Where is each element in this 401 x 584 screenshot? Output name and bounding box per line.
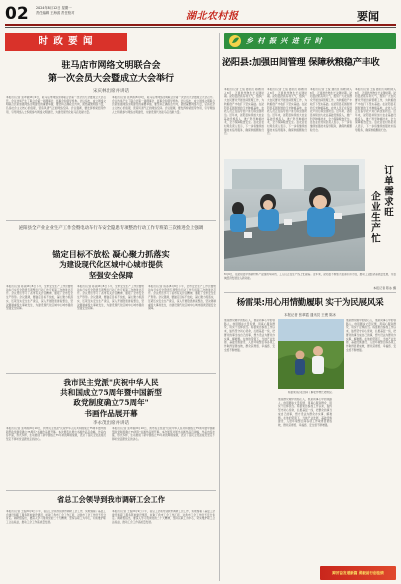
story5-body-col2: 本报讯(记者 王俊 通讯员 陈晓)进入8月，正值秋作物生长关键时期。泌阳县抢抓有利天气，组织广大农民群众开展田间管理工作，为秋粮稳产丰收打下坚实基础。在泌阳县花园街道的玉米种植基地，农技人员正在指导农户进行病虫害防治。近年来，泌阳县持续加大农业基础设施投入，推广科学种植技术，全力保障粮食安全。县农业农村局负责人表示，下一步将继续加强技术指导服务，确保秋粮颗粒归仓。 bbox=[267, 88, 307, 136]
photo-caption: 8月6日，在泌阳县中伟新材料产业园的车间内，工人们正在生产线上忙碌着。近年来，泌阳县不断加大招商引资力度，推动工业经济高质量发展，为县域经济发展注入新动能。 bbox=[224, 273, 396, 280]
dateline bbox=[36, 6, 74, 16]
photo-credit: 本报记者 陈冰 摄 bbox=[373, 286, 396, 290]
factory-photo bbox=[224, 159, 365, 271]
vertical-banner-line1: 订单需求旺 bbox=[382, 165, 393, 218]
divider bbox=[6, 220, 216, 221]
right-banner bbox=[224, 33, 396, 49]
story2-title-line3: 坚强安全保障 bbox=[88, 270, 134, 280]
story6-photo-image bbox=[278, 319, 344, 389]
divider bbox=[6, 490, 216, 491]
story2-body-col1: 本报讯(记者 陈冰)8月8日下午，全市安全生产工作会暨电动车行车安全隐患专项整治行动工作专班第三次推进会召开。会议传达学习了省市有关会议精神，通报了全市安全生产形势。会议强调，要锚定目标不放松，凝心聚力抓落实，压紧压实安全生产责任，深入开展隐患排查整治，坚决遏制重特大事故发生，为建设现代化区域中心城市提供坚强安全保障。 bbox=[6, 285, 73, 311]
story5-body-col3: 本报讯(记者 王俊 通讯员 陈晓)进入8月，正值秋作物生长关键时期。泌阳县抢抓有利天气，组织广大农民群众开展田间管理工作，为秋粮稳产丰收打下坚实基础。在泌阳县花园街道的玉米种植基地，农技人员正在指导农户进行病虫害防治。近年来，泌阳县持续加大农业基础设施投入，推广科学种植技术，全力保障粮食安全。县农业农村局负责人表示，下一步将继续加强技术指导服务，确保秋粮颗粒归仓。 bbox=[310, 88, 352, 132]
story1-body-col2: 本报讯(记者 张翠霞)8月9日，驻马店市网络文明联合会第一次会员大会暨成立大会召开。会议选举产生了联合会第一届理事会、监事会和领导机构。会议指出，成立网络文明联合会是加强网络文明建设的重要举措，要坚持正确政治方向，团结凝聚网络力量，弘扬社会主义核心价值观，营造风清气正的网络空间。会议强调，要发挥桥梁纽带作用，引导网络人士积极参与网络文明建设，为建设现代化驻马店贡献力量。 bbox=[112, 96, 215, 114]
story2-body-col2: 本报讯(记者 陈冰)8月8日下午，全市安全生产工作会暨电动车行车安全隐患专项整治行动工作专班第三次推进会召开。会议传达学习了省市有关会议精神，通报了全市安全生产形势。会议强调，要锚定目标不放松，凝心聚力抓落实，压紧压实安全生产责任，深入开展隐患排查整治，坚决遏制重特大事故发生，为建设现代化区域中心城市提供坚强安全保障。 bbox=[77, 285, 144, 311]
divider bbox=[224, 292, 396, 293]
story6-body-col2: 他是群众眼中的贴心人，他是同事心中的领路人。他用脚步丈量民情，用真心服务群众，用实干诠释担当。杨雷果自参加工作以来，始终坚守初心使命，扎根基层一线，把群众的事当成自己的事，想方设法为群众办实事、解难题。在他的带领下，当地产业发展、基础设施建设、人居环境整治等各项工作取得显著成效，群众获得感、幸福感、安全感不断增强。 bbox=[278, 398, 332, 427]
story5-body-col1: 本报讯(记者 王俊 通讯员 陈晓)进入8月，正值秋作物生长关键时期。泌阳县抢抓有利天气，组织广大农民群众开展田间管理工作，为秋粮稳产丰收打下坚实基础。在泌阳县花园街道的玉米种植基地，农技人员正在指导农户进行病虫害防治。近年来，泌阳县持续加大农业基础设施投入，推广科学种植技术，全力保障粮食安全。县农业农村局负责人表示，下一步将继续加强技术指导服务，确保秋粮颗粒归仓。 bbox=[224, 88, 264, 136]
dateline-date: 2024年8月12日 星期一 bbox=[36, 6, 72, 10]
leaf-icon bbox=[228, 34, 242, 48]
left-banner bbox=[5, 33, 127, 51]
page-number: 02 bbox=[5, 4, 29, 24]
bottom-ad-text: 踔厉奋发谱新篇 勇毅前行创佳绩 bbox=[332, 571, 384, 575]
story4-body-col1: 本报讯(记者 王俊)8月9日下午，省总工会领导到我市调研工会工作，实地察看了基层工会建设和职工服务阵地建设情况，听取了我市工会工作汇报，对我市工会工作给予充分肯定。调研组指出，要深入学习贯彻党的二十大精神，坚持以职工为中心，切实维护职工合法权益，推动工会工作高质量发展。 bbox=[6, 510, 106, 525]
story6-photo bbox=[278, 319, 344, 389]
story3-body-col1: 本报讯(记者 张翠霞)8月10日，我市民主党派"庆祝中华人民共和国成立75周年暨中国新型政党制度确立75周年"书画作品展开幕。本次展览共展出书画作品百余幅，作品内容丰富，形式多样，生动展现了新中国成立75年来的辉煌成就，表达了各民主党派成员坚定不移听党话跟党走的决心。 bbox=[6, 427, 106, 442]
masthead-rule bbox=[5, 24, 396, 26]
vertical-banner-line2: 企业生产忙 bbox=[369, 191, 380, 244]
story3-title-line3: 政党制度确立75周年" bbox=[73, 398, 149, 408]
story5-headline: 泌阳县:加强田间管理 保障秋粮稳产丰收 bbox=[222, 57, 380, 68]
story4-headline: 省总工会领导到我市调研工会工作 bbox=[57, 495, 165, 504]
divider bbox=[6, 373, 216, 374]
story1-body-col1: 本报讯(记者 张翠霞)8月9日，驻马店市网络文明联合会第一次会员大会暨成立大会召开。会议选举产生了联合会第一届理事会、监事会和领导机构。会议指出，成立网络文明联合会是加强网络文明建设的重要举措，要坚持正确政治方向，团结凝聚网络力量，弘扬社会主义核心价值观，营造风清气正的网络空间。会议强调，要发挥桥梁纽带作用，引导网络人士积极参与网络文明建设，为建设现代化驻马店贡献力量。 bbox=[6, 96, 106, 114]
left-banner-text: 时 政 要 闻 bbox=[38, 36, 94, 47]
story6-headline: 杨雷果:用心用情勤履职 实干为民展风采 bbox=[236, 298, 384, 308]
paper-name: 湖北农村报 bbox=[186, 11, 239, 22]
story6-byline: 本报记者 张翠霞 通讯员 王俊 陈冰 bbox=[284, 313, 336, 317]
bottom-ad bbox=[320, 566, 396, 580]
dateline-editor: 责任编辑 王海滨 责任校对 bbox=[36, 11, 75, 15]
story3-body-col2: 本报讯(记者 张翠霞)8月10日，我市民主党派"庆祝中华人民共和国成立75周年暨中国新型政党制度确立75周年"书画作品展开幕。本次展览共展出书画作品百余幅，作品内容丰富，形式多样，生动展现了新中国成立75年来的辉煌成就，表达了各民主党派成员坚定不移听党话跟党走的决心。 bbox=[112, 427, 215, 442]
story3-byline: 李永茂出席并讲话 bbox=[93, 421, 129, 426]
story1-title-line2: 第一次会员大会暨成立大会举行 bbox=[47, 73, 174, 84]
story2-headline bbox=[6, 249, 216, 281]
column-divider bbox=[219, 33, 220, 581]
story3-title-line2: 共和国成立75周年暨中国新型 bbox=[60, 388, 162, 398]
story4-body-col2: 本报讯(记者 王俊)8月9日下午，省总工会领导到我市调研工会工作，实地察看了基层工会建设和职工服务阵地建设情况，听取了我市工会工作汇报，对我市工会工作给予充分肯定。调研组指出，要深入学习贯彻党的二十大精神，坚持以职工为中心，切实维护职工合法权益，推动工会工作高质量发展。 bbox=[112, 510, 215, 525]
story2-kicker: 泌阳县全产业企业生产工作会暨电动车行车安全隐患专项整治行动工作专班第三次推进会上强调 bbox=[18, 226, 204, 231]
story2-title-line1: 锚定目标不放松 凝心聚力抓落实 bbox=[52, 249, 170, 259]
story2-title-line2: 为建设现代化区城中心城市提供 bbox=[59, 260, 163, 269]
story3-headline bbox=[6, 378, 216, 419]
masthead-thin-rule bbox=[5, 27, 396, 28]
story1-title-line1: 驻马店市网络文明联合会 bbox=[61, 61, 161, 71]
right-banner-text: 乡 村 振 兴 进 行 时 bbox=[246, 37, 323, 45]
factory-photo-image bbox=[224, 159, 365, 271]
story1-headline bbox=[6, 60, 216, 85]
story2-body-col3: 本报讯(记者 陈冰)8月8日下午，全市安全生产工作会暨电动车行车安全隐患专项整治行动工作专班第三次推进会召开。会议传达学习了省市有关会议精神，通报了全市安全生产形势。会议强调，要锚定目标不放松，凝心聚力抓落实，压紧压实安全生产责任，深入开展隐患排查整治，坚决遏制重特大事故发生，为建设现代化区域中心城市提供坚强安全保障。 bbox=[148, 285, 216, 311]
vertical-banner bbox=[368, 161, 396, 269]
section-title: 要闻 bbox=[357, 10, 379, 23]
story5-body-col4: 本报讯(记者 王俊 通讯员 陈晓)进入8月，正值秋作物生长关键时期。泌阳县抢抓有利天气，组织广大农民群众开展田间管理工作，为秋粮稳产丰收打下坚实基础。在泌阳县花园街道的玉米种植基地，农技人员正在指导农户进行病虫害防治。近年来，泌阳县持续加大农业基础设施投入，推广科学种植技术，全力保障粮食安全。县农业农村局负责人表示，下一步将继续加强技术指导服务，确保秋粮颗粒归仓。 bbox=[355, 88, 396, 132]
story3-title-line1: 我市民主党派"庆祝中华人民 bbox=[63, 378, 159, 387]
story1-byline: 宋庆林出席并讲话 bbox=[93, 89, 129, 94]
story3-title-line4: 书画作品展开幕 bbox=[84, 408, 138, 418]
story6-photo-caption: 杨雷果(右)在田间了解农作物长势情况。 bbox=[287, 391, 335, 394]
story6-body-col1: 他是群众眼中的贴心人，他是同事心中的领路人。他用脚步丈量民情，用真心服务群众，用实干诠释担当。杨雷果自参加工作以来，始终坚守初心使命，扎根基层一线，把群众的事当成自己的事，想方设法为群众办实事、解难题。在他的带领下，当地产业发展、基础设施建设、人居环境整治等各项工作取得显著成效，群众获得感、幸福感、安全感不断增强。 bbox=[224, 319, 275, 352]
story6-body-col3: 他是群众眼中的贴心人，他是同事心中的领路人。他用脚步丈量民情，用真心服务群众，用实干诠释担当。杨雷果自参加工作以来，始终坚守初心使命，扎根基层一线，把群众的事当成自己的事，想方设法为群众办实事、解难题。在他的带领下，当地产业发展、基础设施建设、人居环境整治等各项工作取得显著成效，群众获得感、幸福感、安全感不断增强。 bbox=[346, 319, 396, 352]
